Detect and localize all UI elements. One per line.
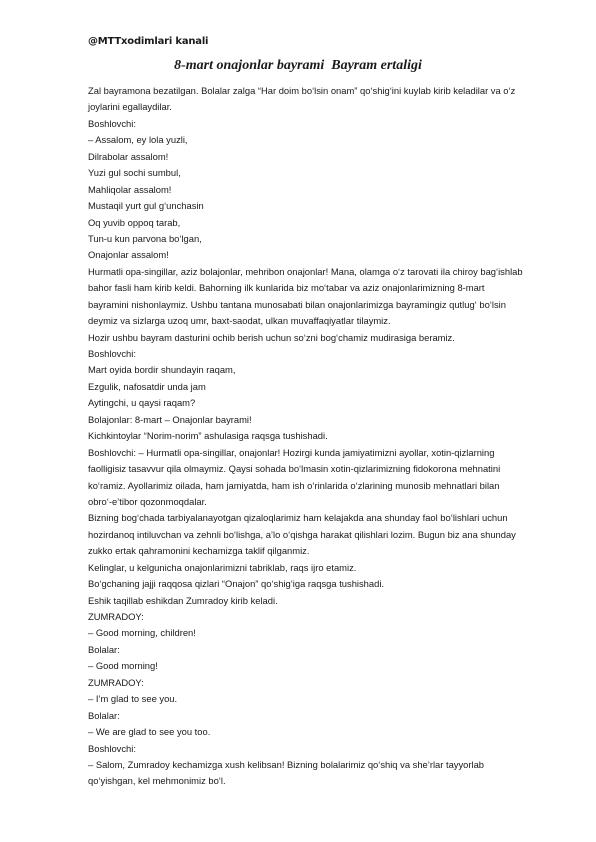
text-line: obro‘-e’tibor qozonmoqdalar.: [88, 495, 207, 507]
text-line: Boshlovchi: – Hurmatli opa-singillar, onajonlar! Hozirgi kunda jamiyatimizni ayollar, xotin-qizlarning: [88, 446, 495, 458]
text-line: Hozir ushbu bayram dasturini ochib berish uchun so‘zni bog‘chamiz mudirasiga beramiz.: [88, 331, 455, 343]
text-line: Kichkintoylar “Norim-norim” ashulasiga raqsga tushishadi.: [88, 430, 328, 442]
text-line: ZUMRADOY:: [88, 611, 144, 622]
text-line: Aytingchi, u qaysi raqam?: [88, 397, 196, 409]
text-line: Bolalar:: [88, 709, 120, 721]
text-line: – Good morning, children!: [88, 627, 196, 639]
document-title: 8-mart onajonlar bayrami Bayram ertaligi: [174, 58, 422, 73]
text-line: joylarini egallaydilar.: [88, 101, 172, 113]
document-body: [88, 83, 548, 790]
text-line: Mustaqil yurt gul g‘unchasin: [88, 200, 204, 212]
text-line: hozirdanoq intiluvchan va zehnli bo‘lishga, a’lo o‘qishga harakat qilishlari lozim. Bugun biz ana shunday: [88, 528, 516, 540]
text-line: Ezgulik, nafosatdir unda jam: [88, 380, 206, 392]
text-line: Eshik taqillab eshikdan Zumradoy kirib keladi.: [88, 594, 278, 606]
text-line: Oq yuvib oppoq tarab,: [88, 216, 181, 228]
text-line: faolligisiz tasavvur qila olmaymiz. Qaysi sohada bo‘lmasin xotin-qizlarimizning fidokorona mehnatini: [88, 463, 501, 475]
text-line: Dilrabolar assalom!: [88, 150, 169, 162]
text-line: Hurmatli opa-singillar, aziz bolajonlar, mehribon onajonlar! Mana, olamga o‘z tarovati ila chiroy bag‘ishlab: [88, 265, 523, 277]
text-line: – We are glad to see you too.: [88, 726, 211, 738]
text-line: – I’m glad to see you.: [88, 693, 178, 705]
text-line: ko‘ramiz. Ayollarimiz oilada, ham jamiyatda, ham ish o‘rinlarida o‘zlarining munosib mehnatlari bilan: [88, 479, 500, 491]
text-line: – Assalom, ey lola yuzli,: [88, 134, 188, 146]
channel-name: @MTTxodimlari kanali: [88, 36, 209, 47]
text-line: Bolajonlar: 8-mart – Onajonlar bayrami!: [88, 413, 252, 425]
text-line: Onajonlar assalom!: [88, 249, 169, 261]
text-line: – Salom, Zumradoy kechamizga xush kelibsan! Bizning bolalarimiz qo‘shiq va she’rlar tayyorlab: [88, 758, 485, 770]
text-line: Boshlovchi:: [88, 742, 136, 754]
text-line: Yuzi gul sochi sumbul,: [88, 167, 181, 179]
text-line: bayramini nishonlaymiz. Ushbu tantana munosabati bilan onajonlarimizga bayramingiz qutlug‘ bo‘lsin: [88, 298, 506, 310]
text-line: Zal bayramona bezatilgan. Bolalar zalga “Har doim bo‘lsin onam” qo‘shig‘ini kuylab kirib keladilar va o‘z: [88, 85, 516, 96]
text-line: – Good morning!: [88, 660, 158, 672]
text-line: Bolalar:: [88, 643, 120, 655]
text-line: Boshlovchi:: [88, 117, 136, 129]
text-line: Mart oyida bordir shundayin raqam,: [88, 364, 236, 376]
text-line: Tun-u kun parvona bo‘lgan,: [88, 232, 202, 244]
text-line: ZUMRADOY:: [88, 676, 144, 688]
text-line: bahor fasli ham kirib keldi. Bahorning ilk kunlarida biz mo‘tabar va aziz onajonlarimizning 8-mart: [88, 282, 485, 294]
text-line: Bo‘gchaning jajji raqqosa qizlari “Onajon” qo‘shig‘iga raqsga tushishadi.: [88, 578, 385, 590]
text-line: Mahliqolar assalom!: [88, 183, 172, 195]
text-line: Kelinglar, u kelgunicha onajonlarimizni tabriklab, raqs ijro etamiz.: [88, 561, 357, 573]
text-line: qo‘yishgan, kel mehmonimiz bo‘l.: [88, 775, 226, 787]
text-line: Boshlovchi:: [88, 348, 136, 359]
text-line: zukko ertak qahramonini kechamizga taklif qilganmiz.: [88, 545, 310, 557]
text-line: deymiz va sizlarga uzoq umr, baxt-saodat, ulkan muvaffaqiyatlar tilaymiz.: [88, 315, 391, 327]
text-line: Bizning bog‘chada tarbiyalanayotgan qizaloqlarimiz ham kelajakda ana shunday faol bo‘lishlari uchun: [88, 512, 508, 524]
